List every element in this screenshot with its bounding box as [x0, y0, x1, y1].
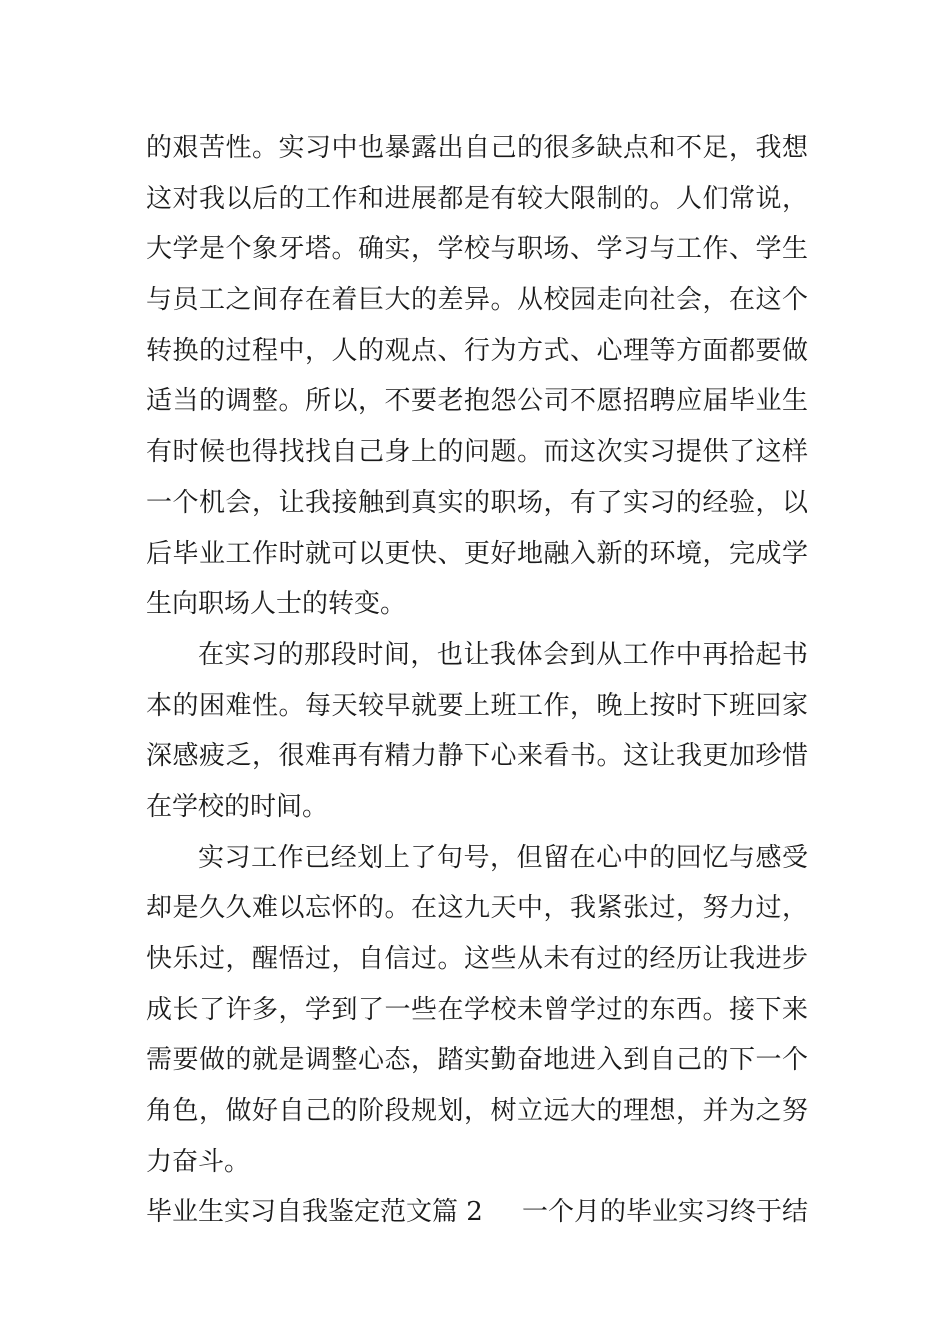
text-line: 一个机会，让我接触到真实的职场，有了实习的经验，以	[146, 487, 808, 518]
text-line: 快乐过，醒悟过，自信过。这些从未有过的经历让我进步	[146, 944, 808, 974]
section-heading: 毕业生实习自我鉴定范文篇 2	[146, 1197, 483, 1228]
document-body	[146, 123, 808, 1238]
text-line: 角色，做好自己的阶段规划，树立远大的理想，并为之努	[146, 1096, 808, 1127]
text-line: 本的困难性。每天较早就要上班工作，晚上按时下班回家	[146, 690, 808, 721]
text-line: 在学校的时间。	[146, 791, 329, 822]
text-line: 成长了许多，学到了一些在学校未曾学过的东西。接下来	[146, 994, 808, 1025]
text-line: 生向职场人士的转变。	[146, 589, 407, 620]
text-line: 却是久久难以忘怀的。在这九天中，我紧张过，努力过，	[146, 893, 808, 924]
text-line: 与员工之间存在着巨大的差异。从校园走向社会，在这个	[146, 285, 808, 316]
text-line: 后毕业工作时就可以更快、更好地融入新的环境，完成学	[146, 538, 808, 569]
text-line: 转换的过程中，人的观点、行为方式、心理等方面都要做	[146, 335, 808, 366]
text-line: 深感疲乏，很难再有精力静下心来看书。这让我更加珍惜	[146, 741, 808, 772]
text-line: 力奋斗。	[146, 1146, 251, 1177]
paragraph-first-line: 在实习的那段时间，也让我体会到从工作中再拾起书	[198, 639, 808, 670]
section-heading-line	[146, 1187, 808, 1238]
text-line: 需要做的就是调整心态，踏实勤奋地进入到自己的下一个	[146, 1045, 808, 1076]
section-heading-continuation: 一个月的毕业实习终于结	[521, 1197, 808, 1228]
text-line: 这对我以后的工作和进展都是有较大限制的。人们常说，	[146, 183, 808, 214]
text-line: 有时候也得找找自己身上的问题。而这次实习提供了这样	[146, 437, 808, 468]
text-line: 适当的调整。所以，不要老抱怨公司不愿招聘应届毕业生	[146, 386, 808, 417]
text-line: 的艰苦性。实习中也暴露出自己的很多缺点和不足，我想	[146, 133, 808, 163]
paragraph-first-line: 实习工作已经划上了句号，但留在心中的回忆与感受	[198, 842, 808, 873]
text-line: 大学是个象牙塔。确实，学校与职场、学习与工作、学生	[146, 234, 808, 265]
